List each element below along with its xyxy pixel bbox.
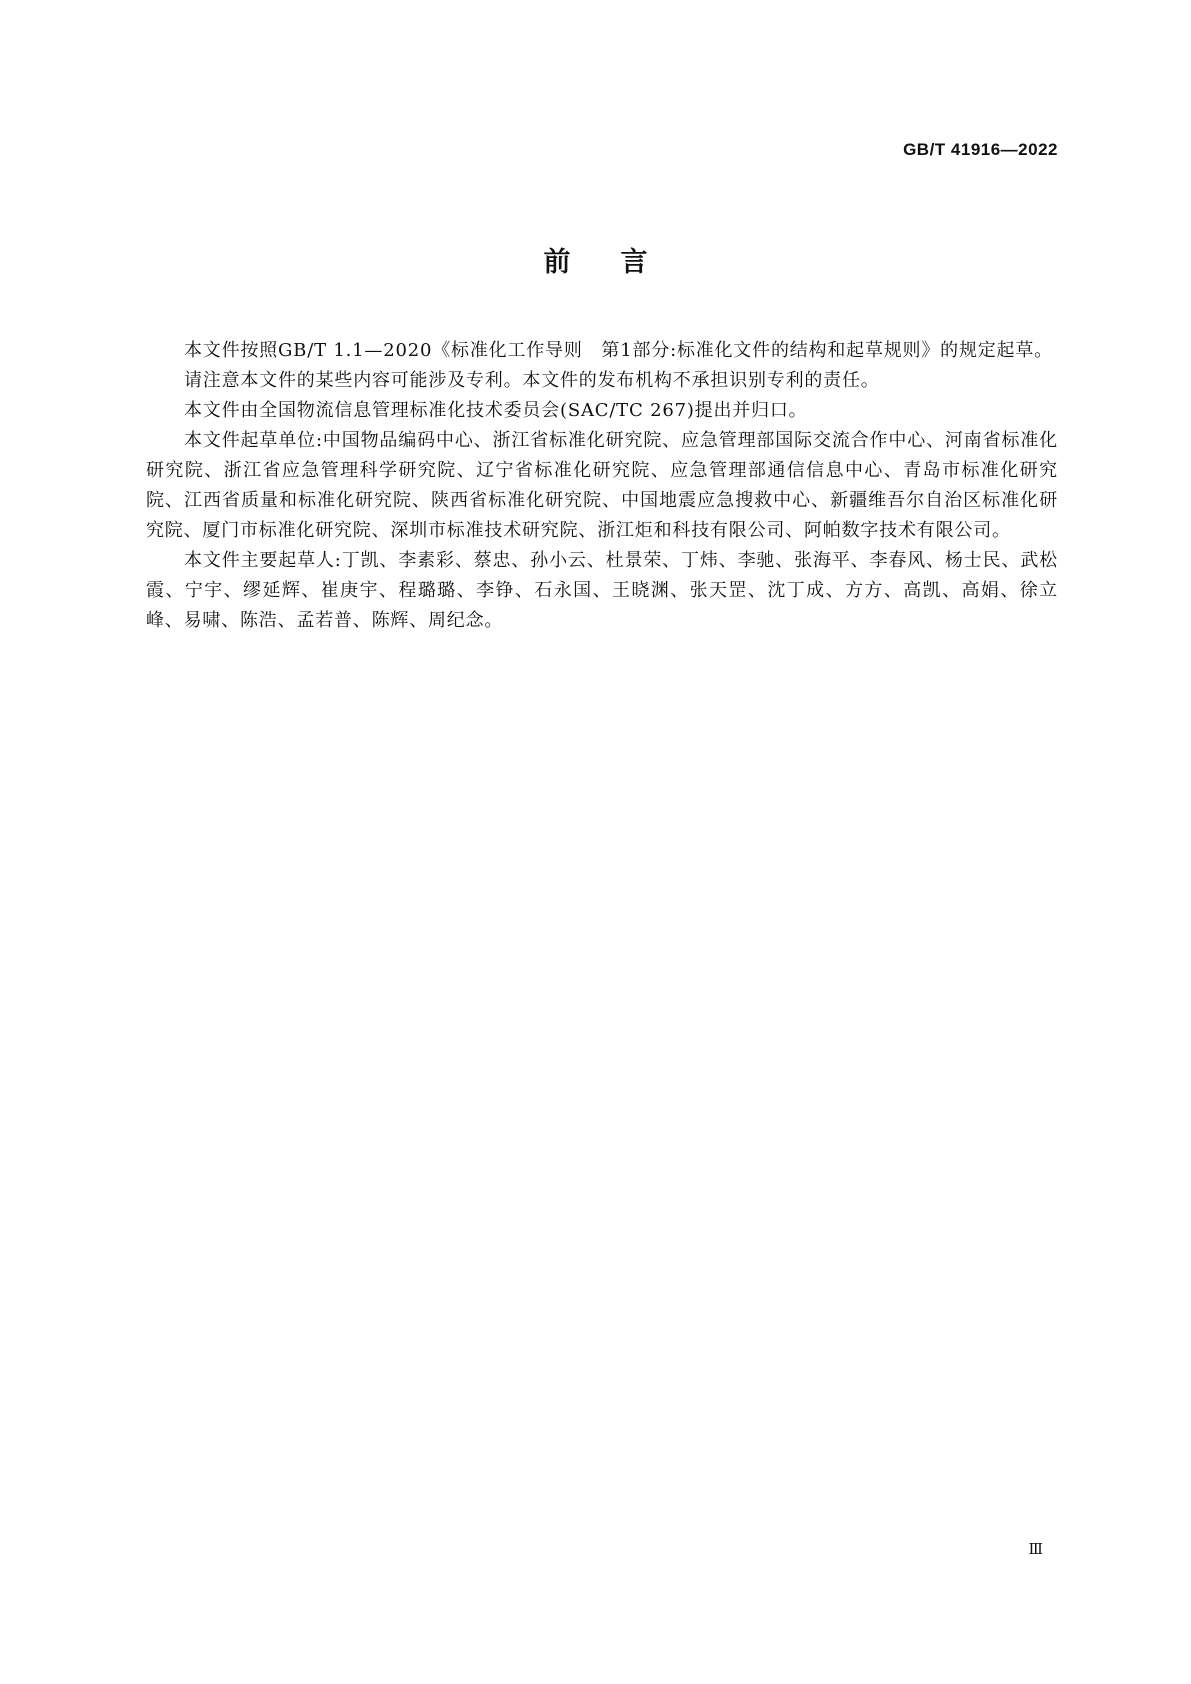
paragraph-drafting-rules: 本文件按照GB/T 1.1—2020《标准化工作导则 第1部分:标准化文件的结构和起草规则》的规定起草。 <box>184 340 1053 361</box>
page-number: Ⅲ <box>1028 1540 1043 1558</box>
foreword-body <box>146 336 1058 636</box>
paragraph-drafters: 本文件主要起草人:丁凯、李素彩、蔡忠、孙小云、杜景荣、丁炜、李驰、张海平、李春风、杨士民、武松霞、宁宇、缪延辉、崔庚宇、程璐璐、李铮、石永国、王晓渊、张天罡、沈丁成、方方、高凯、高娟、徐立峰、易啸、陈浩、孟若普、陈辉、周纪念。 <box>146 550 1058 631</box>
page-title: 前言 <box>543 247 698 278</box>
paragraph-patent-notice: 请注意本文件的某些内容可能涉及专利。本文件的发布机构不承担识别专利的责任。 <box>184 370 880 391</box>
standard-code: GB/T 41916—2022 <box>903 140 1058 159</box>
paragraph-proposer: 本文件由全国物流信息管理标准化技术委员会(SAC/TC 267)提出并归口。 <box>184 400 808 421</box>
paragraph-drafting-units: 本文件起草单位:中国物品编码中心、浙江省标准化研究院、应急管理部国际交流合作中心、河南省标准化研究院、浙江省应急管理科学研究院、辽宁省标准化研究院、应急管理部通信信息中心、青岛市标准化研究院、江西省质量和标准化研究院、陕西省标准化研究院、中国地震应急搜救中心、新疆维吾尔自治区标准化研究院、厦门市标准化研究院、深圳市标准技术研究院、浙江炬和科技有限公司、阿帕数字技术有限公司。 <box>146 430 1058 541</box>
